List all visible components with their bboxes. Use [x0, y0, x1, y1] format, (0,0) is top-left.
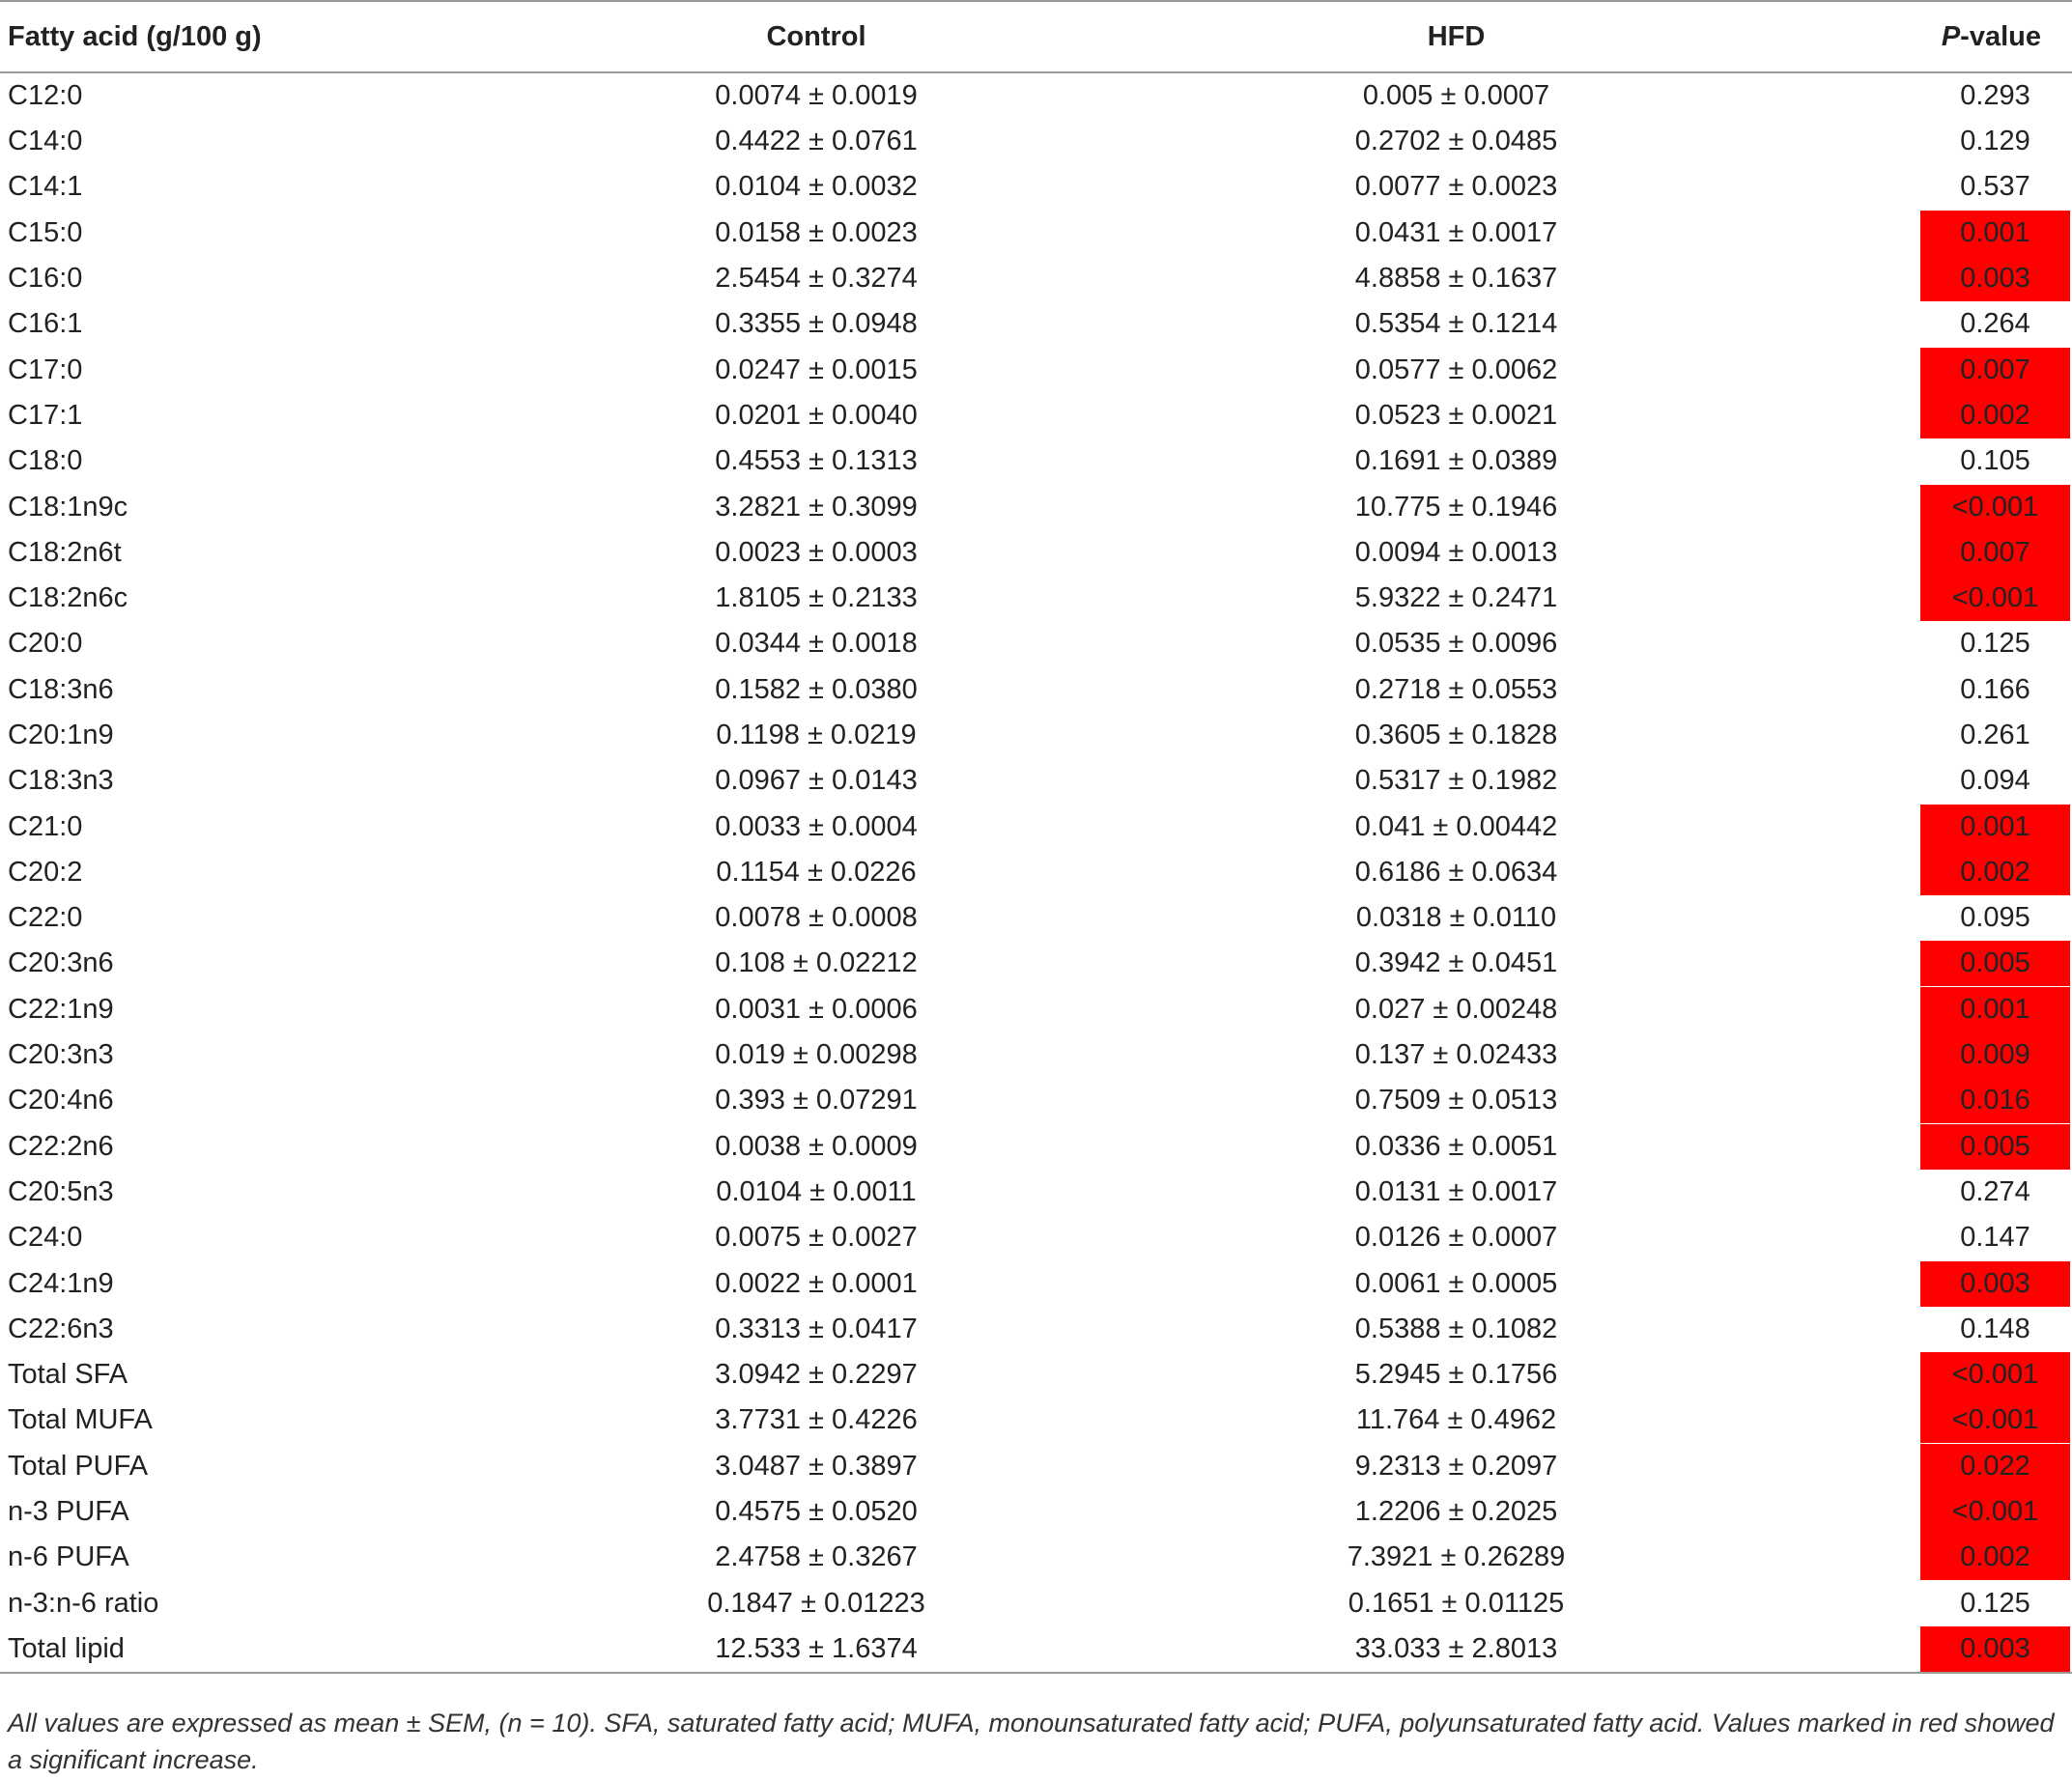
p-value-cell: [1695, 667, 2072, 713]
p-value-text: 0.125: [1960, 1587, 2030, 1619]
fatty-acid-name-cell: C22:2n6: [8, 1130, 114, 1162]
p-value-cell: [1695, 1260, 2072, 1306]
p-value-cell: [1695, 1626, 2072, 1673]
control-value-cell: 1.8105 ± 0.2133: [715, 582, 918, 614]
control-value-cell: 2.4758 ± 0.3267: [715, 1541, 918, 1573]
table-row: [0, 758, 2072, 804]
table-row: [0, 1444, 2072, 1489]
p-value-cell: [1695, 211, 2072, 256]
p-value-cell: [1695, 347, 2072, 392]
p-value-cell: [1695, 530, 2072, 576]
fatty-acid-name-cell: Total SFA: [8, 1359, 128, 1391]
fatty-acid-name-cell: C18:1n9c: [8, 491, 128, 523]
hfd-value-cell: 0.3942 ± 0.0451: [1354, 947, 1558, 979]
fatty-acid-name-cell: C18:2n6t: [8, 536, 122, 568]
hfd-value-cell: 0.0431 ± 0.0017: [1354, 216, 1558, 248]
p-value-significant-highlight: 0.016: [1920, 1078, 2070, 1123]
p-value-significant-highlight: 0.005: [1920, 941, 2070, 986]
p-value-cell: [1695, 1078, 2072, 1123]
p-value-significant-highlight: 0.002: [1920, 393, 2070, 438]
header-hfd: HFD: [1427, 20, 1486, 52]
p-value-text: 0.094: [1960, 765, 2030, 797]
table-row: [0, 393, 2072, 438]
fatty-acid-name-cell: C15:0: [8, 216, 83, 248]
p-value-cell: [1695, 393, 2072, 438]
hfd-value-cell: 0.0077 ± 0.0023: [1354, 171, 1558, 203]
control-value-cell: 0.0104 ± 0.0011: [716, 1175, 917, 1207]
table-row: [0, 301, 2072, 347]
table-row: [0, 164, 2072, 210]
p-value-significant-highlight: <0.001: [1920, 1352, 2070, 1398]
fatty-acid-name-cell: Total MUFA: [8, 1404, 153, 1436]
p-value-cell: [1695, 1489, 2072, 1535]
table-row: [0, 484, 2072, 529]
fatty-acid-name-cell: C21:0: [8, 810, 83, 842]
p-value-text: 0.148: [1960, 1313, 2030, 1344]
control-value-cell: 0.1154 ± 0.0226: [716, 856, 917, 888]
p-value-cell: [1695, 72, 2072, 119]
fatty-acid-name-cell: C20:2: [8, 856, 83, 888]
p-value-cell: [1695, 895, 2072, 941]
p-value-text: 0.129: [1960, 126, 2030, 157]
control-value-cell: 0.0247 ± 0.0015: [715, 353, 918, 385]
table-row: [0, 1170, 2072, 1215]
fatty-acid-name-cell: C24:1n9: [8, 1267, 114, 1299]
control-value-cell: 0.1847 ± 0.01223: [707, 1587, 925, 1619]
hfd-value-cell: 0.041 ± 0.00442: [1354, 810, 1558, 842]
p-value-cell: [1695, 850, 2072, 895]
header-p-rest: -value: [1960, 20, 2041, 52]
hfd-value-cell: 0.0061 ± 0.0005: [1354, 1267, 1558, 1299]
hfd-value-cell: 0.5388 ± 0.1082: [1354, 1313, 1558, 1344]
table-row: [0, 621, 2072, 666]
p-value-cell: [1695, 987, 2072, 1032]
table-row: [0, 1535, 2072, 1580]
control-value-cell: 0.3313 ± 0.0417: [715, 1313, 918, 1344]
p-value-cell: [1695, 256, 2072, 301]
hfd-value-cell: 33.033 ± 2.8013: [1354, 1632, 1558, 1664]
header-row: [0, 1, 2072, 72]
fatty-acid-name-cell: C17:1: [8, 399, 83, 431]
hfd-value-cell: 0.1651 ± 0.01125: [1348, 1587, 1565, 1619]
fatty-acid-name-cell: C20:3n3: [8, 1039, 114, 1071]
p-value-cell: [1695, 438, 2072, 484]
hfd-value-cell: 0.5354 ± 0.1214: [1354, 308, 1558, 340]
hfd-value-cell: 0.0131 ± 0.0017: [1354, 1175, 1558, 1207]
control-value-cell: 0.0074 ± 0.0019: [715, 80, 918, 111]
fatty-acid-name-cell: C18:3n3: [8, 765, 114, 797]
table-row: [0, 347, 2072, 392]
hfd-value-cell: 0.0523 ± 0.0021: [1354, 399, 1558, 431]
fatty-acid-name-cell: C18:2n6c: [8, 582, 128, 614]
hfd-value-cell: 0.027 ± 0.00248: [1354, 993, 1558, 1025]
control-value-cell: 0.0104 ± 0.0032: [715, 171, 918, 203]
fatty-acid-name-cell: C24:0: [8, 1222, 83, 1254]
fatty-acid-name-cell: C20:1n9: [8, 720, 114, 750]
fatty-acid-name-cell: C12:0: [8, 80, 83, 111]
fatty-acid-name-cell: C16:0: [8, 263, 83, 295]
fatty-acid-name-cell: C14:0: [8, 126, 83, 157]
p-value-significant-highlight: 0.001: [1920, 805, 2070, 850]
p-value-cell: [1695, 941, 2072, 986]
p-value-cell: [1695, 1535, 2072, 1580]
control-value-cell: 0.0078 ± 0.0008: [715, 902, 918, 934]
p-value-cell: [1695, 1170, 2072, 1215]
control-value-cell: 0.0158 ± 0.0023: [715, 216, 918, 248]
control-value-cell: 0.0967 ± 0.0143: [715, 765, 918, 797]
table-row: [0, 1398, 2072, 1443]
hfd-value-cell: 0.2718 ± 0.0553: [1354, 673, 1558, 705]
p-value-significant-highlight: <0.001: [1920, 1489, 2070, 1535]
header-p-value: [1695, 1, 2072, 72]
p-value-cell: [1695, 119, 2072, 164]
hfd-value-cell: 9.2313 ± 0.2097: [1354, 1450, 1558, 1482]
p-value-text: 0.166: [1960, 673, 2030, 705]
p-value-cell: [1695, 758, 2072, 804]
control-value-cell: 0.0201 ± 0.0040: [715, 399, 918, 431]
hfd-value-cell: 0.0577 ± 0.0062: [1354, 353, 1558, 385]
hfd-value-cell: 5.2945 ± 0.1756: [1354, 1359, 1558, 1391]
p-value-cell: [1695, 576, 2072, 621]
table-row: [0, 1124, 2072, 1170]
p-value-significant-highlight: <0.001: [1920, 1398, 2070, 1443]
hfd-value-cell: 0.7509 ± 0.0513: [1354, 1085, 1558, 1116]
control-value-cell: 0.4553 ± 0.1313: [715, 445, 918, 477]
fatty-acid-name-cell: C20:5n3: [8, 1175, 114, 1207]
p-value-cell: [1695, 1215, 2072, 1260]
p-value-cell: [1695, 1581, 2072, 1626]
control-value-cell: 3.0942 ± 0.2297: [715, 1359, 918, 1391]
table-row: [0, 1032, 2072, 1078]
hfd-value-cell: 0.0336 ± 0.0051: [1354, 1130, 1558, 1162]
p-value-text: 0.261: [1960, 720, 2030, 750]
p-value-significant-highlight: 0.007: [1920, 348, 2070, 393]
hfd-value-cell: 0.0094 ± 0.0013: [1354, 536, 1558, 568]
fatty-acid-name-cell: n-3 PUFA: [8, 1496, 129, 1528]
control-value-cell: 3.7731 ± 0.4226: [715, 1404, 918, 1436]
header-control: Control: [766, 20, 866, 52]
control-value-cell: 0.1582 ± 0.0380: [715, 673, 918, 705]
fatty-acid-name-cell: C16:1: [8, 308, 83, 340]
control-value-cell: 0.0033 ± 0.0004: [715, 810, 918, 842]
p-value-significant-highlight: <0.001: [1920, 485, 2070, 530]
control-value-cell: 0.1198 ± 0.0219: [716, 720, 917, 750]
fatty-acid-name-cell: C17:0: [8, 353, 83, 385]
hfd-value-cell: 0.1691 ± 0.0389: [1354, 445, 1558, 477]
table-row: [0, 713, 2072, 758]
table-row: [0, 530, 2072, 576]
p-value-significant-highlight: 0.003: [1920, 256, 2070, 301]
table-row: [0, 987, 2072, 1032]
p-value-text: 0.147: [1960, 1222, 2030, 1254]
fatty-acid-name-cell: C22:1n9: [8, 993, 114, 1025]
table-row: [0, 895, 2072, 941]
table-row: [0, 1215, 2072, 1260]
p-value-significant-highlight: 0.003: [1920, 1261, 2070, 1307]
hfd-value-cell: 0.0126 ± 0.0007: [1354, 1222, 1558, 1254]
table-row: [0, 850, 2072, 895]
control-value-cell: 2.5454 ± 0.3274: [715, 263, 918, 295]
table-row: [0, 438, 2072, 484]
fatty-acid-name-cell: C18:0: [8, 445, 83, 477]
control-value-cell: 3.2821 ± 0.3099: [715, 491, 918, 523]
control-value-cell: 0.019 ± 0.00298: [715, 1039, 918, 1071]
table-row: [0, 1626, 2072, 1673]
control-value-cell: 0.0031 ± 0.0006: [715, 993, 918, 1025]
table-row: [0, 576, 2072, 621]
header-p-italic: P: [1941, 20, 1961, 52]
hfd-value-cell: 4.8858 ± 0.1637: [1354, 263, 1558, 295]
p-value-significant-highlight: 0.009: [1920, 1032, 2070, 1078]
p-value-cell: [1695, 804, 2072, 849]
p-value-text: 0.095: [1960, 902, 2030, 934]
table-row: [0, 211, 2072, 256]
p-value-text: 0.264: [1960, 308, 2030, 340]
control-value-cell: 0.3355 ± 0.0948: [715, 308, 918, 340]
p-value-significant-highlight: 0.002: [1920, 1535, 2070, 1580]
hfd-value-cell: 5.9322 ± 0.2471: [1354, 582, 1558, 614]
control-value-cell: 0.393 ± 0.07291: [715, 1085, 918, 1116]
table-header: [0, 1, 2072, 72]
table-row: [0, 1489, 2072, 1535]
p-value-cell: [1695, 1444, 2072, 1489]
p-value-significant-highlight: 0.002: [1920, 850, 2070, 895]
table-row: [0, 256, 2072, 301]
control-value-cell: 0.4575 ± 0.0520: [715, 1496, 918, 1528]
header-fatty-acid: Fatty acid (g/100 g): [8, 20, 262, 52]
table-row: [0, 941, 2072, 986]
table-row: [0, 72, 2072, 119]
control-value-cell: 0.0075 ± 0.0027: [715, 1222, 918, 1254]
hfd-value-cell: 0.6186 ± 0.0634: [1354, 856, 1558, 888]
p-value-significant-highlight: 0.007: [1920, 530, 2070, 576]
hfd-value-cell: 0.005 ± 0.0007: [1362, 80, 1550, 111]
control-value-cell: 0.0038 ± 0.0009: [715, 1130, 918, 1162]
p-value-cell: [1695, 484, 2072, 529]
p-value-cell: [1695, 713, 2072, 758]
fatty-acid-name-cell: n-3:n-6 ratio: [8, 1587, 159, 1619]
p-value-text: 0.293: [1960, 80, 2030, 111]
p-value-cell: [1695, 164, 2072, 210]
table-row: [0, 804, 2072, 849]
p-value-text: 0.105: [1960, 445, 2030, 477]
table-row: [0, 1581, 2072, 1626]
fatty-acid-name-cell: C18:3n6: [8, 673, 114, 705]
table-row: [0, 1260, 2072, 1306]
p-value-cell: [1695, 621, 2072, 666]
p-value-cell: [1695, 1032, 2072, 1078]
p-value-text: 0.125: [1960, 628, 2030, 660]
hfd-value-cell: 10.775 ± 0.1946: [1354, 491, 1558, 523]
hfd-value-cell: 0.0318 ± 0.0110: [1355, 902, 1557, 934]
fatty-acid-name-cell: C20:0: [8, 628, 83, 660]
p-value-significant-highlight: 0.001: [1920, 987, 2070, 1032]
fatty-acid-name-cell: n-6 PUFA: [8, 1541, 129, 1573]
fatty-acid-name-cell: Total PUFA: [8, 1450, 149, 1482]
p-value-significant-highlight: 0.005: [1920, 1124, 2070, 1170]
table-row: [0, 667, 2072, 713]
control-value-cell: 3.0487 ± 0.3897: [715, 1450, 918, 1482]
p-value-cell: [1695, 1352, 2072, 1398]
control-value-cell: 0.0344 ± 0.0018: [715, 628, 918, 660]
table-row: [0, 119, 2072, 164]
control-value-cell: 0.0023 ± 0.0003: [715, 536, 918, 568]
p-value-cell: [1695, 301, 2072, 347]
control-value-cell: 12.533 ± 1.6374: [715, 1632, 918, 1664]
hfd-value-cell: 0.2702 ± 0.0485: [1354, 126, 1558, 157]
control-value-cell: 0.4422 ± 0.0761: [715, 126, 918, 157]
p-value-text: 0.274: [1960, 1175, 2030, 1207]
control-value-cell: 0.108 ± 0.02212: [715, 947, 918, 979]
hfd-value-cell: 0.5317 ± 0.1982: [1354, 765, 1558, 797]
hfd-value-cell: 0.137 ± 0.02433: [1354, 1039, 1558, 1071]
fatty-acid-name-cell: C22:0: [8, 902, 83, 934]
hfd-value-cell: 1.2206 ± 0.2025: [1354, 1496, 1558, 1528]
table-row: [0, 1307, 2072, 1352]
p-value-cell: [1695, 1124, 2072, 1170]
table-row: [0, 1078, 2072, 1123]
table-row: [0, 1352, 2072, 1398]
fatty-acid-name-cell: C20:3n6: [8, 947, 114, 979]
control-value-cell: 0.0022 ± 0.0001: [715, 1267, 918, 1299]
p-value-significant-highlight: <0.001: [1920, 576, 2070, 621]
hfd-value-cell: 11.764 ± 0.4962: [1355, 1404, 1557, 1436]
fatty-acid-name-cell: C14:1: [8, 171, 83, 203]
hfd-value-cell: 0.0535 ± 0.0096: [1354, 628, 1558, 660]
p-value-significant-highlight: 0.003: [1920, 1626, 2070, 1672]
p-value-significant-highlight: 0.022: [1920, 1444, 2070, 1489]
fatty-acid-name-cell: Total lipid: [8, 1632, 125, 1664]
p-value-cell: [1695, 1398, 2072, 1443]
hfd-value-cell: 7.3921 ± 0.26289: [1347, 1541, 1566, 1573]
p-value-significant-highlight: 0.001: [1920, 211, 2070, 256]
hfd-value-cell: 0.3605 ± 0.1828: [1354, 720, 1558, 750]
fatty-acid-name-cell: C22:6n3: [8, 1313, 114, 1344]
table-footnote: All values are expressed as mean ± SEM, (n = 10). SFA, saturated fatty acid; MUFA, monounsaturated fatty acid; PUFA, polyunsaturated fatty acid. Values marked in red showed a significant increase.: [8, 1709, 2055, 1774]
p-value-text: 0.537: [1960, 171, 2030, 203]
table-body: [0, 72, 2072, 1673]
fatty-acid-name-cell: C20:4n6: [8, 1085, 114, 1116]
p-value-cell: [1695, 1307, 2072, 1352]
